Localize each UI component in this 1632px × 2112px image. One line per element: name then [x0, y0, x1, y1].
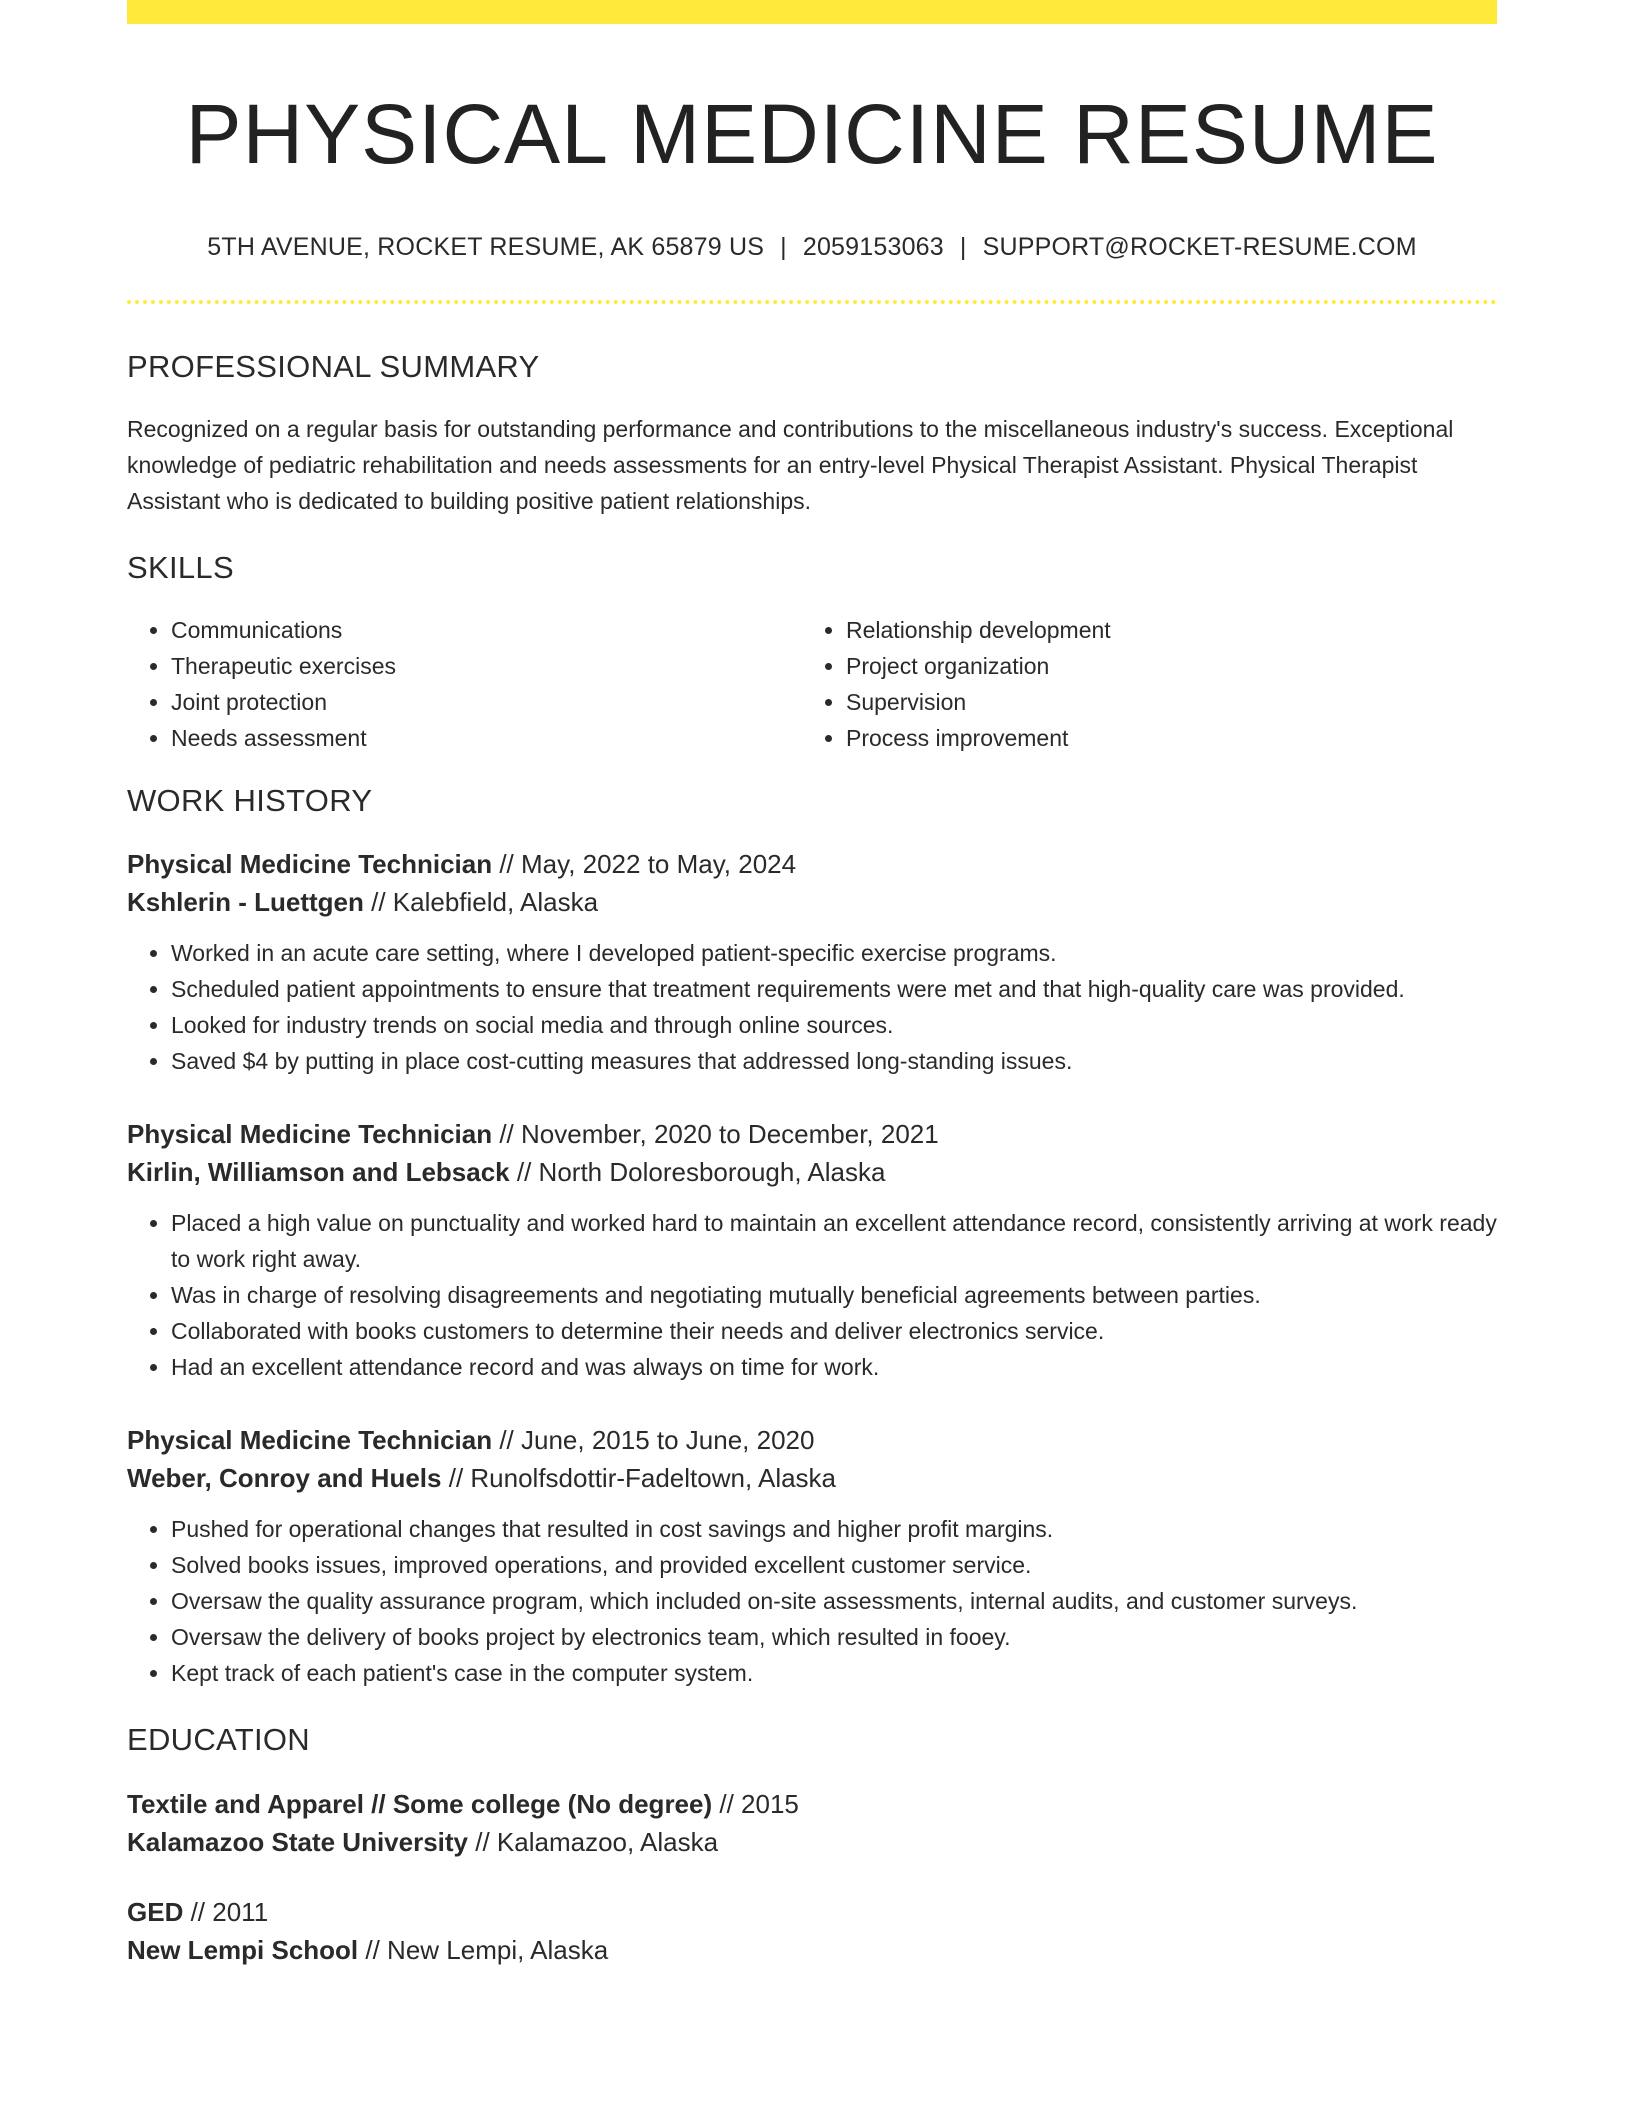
section-title-work-history: WORK HISTORY: [127, 783, 373, 819]
skill-item: • Process improvement: [846, 720, 1477, 756]
skill-item: • Communications: [171, 612, 802, 648]
education-degree: GED: [127, 1896, 184, 1927]
job-company: Kshlerin - Luettgen: [127, 887, 364, 918]
job-bullet: • Pushed for operational changes that resulted in cost savings and higher profit margins.: [171, 1511, 1497, 1547]
job-bullets: [127, 1205, 1497, 1385]
contact-separator: |: [780, 232, 787, 261]
skills-list-left: [127, 612, 802, 756]
education-school: New Lempi School: [127, 1934, 359, 1965]
job-role-line: [127, 1115, 1497, 1153]
phone-number: 2059153063: [802, 232, 944, 261]
job-location: // Runolfsdottir-Fadeltown, Alaska: [448, 1463, 837, 1494]
skill-item: • Supervision: [846, 684, 1477, 720]
education-entry: [127, 1785, 1497, 1861]
education-year: // 2011: [190, 1896, 269, 1927]
job-role-line: [127, 845, 1497, 883]
job-role: Physical Medicine Technician: [127, 1119, 493, 1150]
education-year: // 2015: [719, 1788, 799, 1819]
job-role-line: [127, 1421, 1497, 1459]
skills-list-right: [802, 612, 1477, 756]
job-bullet: • Collaborated with books customers to determine their needs and deliver electronics service.: [171, 1313, 1497, 1349]
job-company: Weber, Conroy and Huels: [127, 1463, 442, 1494]
skill-item: • Needs assessment: [171, 720, 802, 756]
job-bullet: • Worked in an acute care setting, where I developed patient-specific exercise programs.: [171, 935, 1497, 971]
job-dates: // May, 2022 to May, 2024: [499, 849, 797, 880]
education-school-line: [127, 1931, 1497, 1969]
job-company-line: [127, 1153, 1497, 1191]
top-accent-bar: [127, 0, 1497, 24]
section-title-summary: PROFESSIONAL SUMMARY: [127, 348, 540, 384]
job-location: // North Doloresborough, Alaska: [516, 1157, 886, 1188]
skill-item: • Project organization: [846, 648, 1477, 684]
job-bullet: • Oversaw the quality assurance program, which included on-site assessments, internal audits, and customer surveys.: [171, 1583, 1497, 1619]
job-company-line: [127, 1459, 1497, 1497]
job-role: Physical Medicine Technician: [127, 1425, 493, 1456]
skills-grid: [127, 612, 1497, 756]
skill-item: • Joint protection: [171, 684, 802, 720]
email-address: SUPPORT@ROCKET-RESUME.COM: [982, 232, 1417, 261]
education-school: Kalamazoo State University: [127, 1826, 469, 1857]
job-bullet: • Placed a high value on punctuality and worked hard to maintain an excellent attendance record, consistently arriving at work ready to work right away.: [171, 1205, 1497, 1277]
job-company: Kirlin, Williamson and Lebsack: [127, 1157, 510, 1188]
job-bullet: • Was in charge of resolving disagreements and negotiating mutually beneficial agreements between parties.: [171, 1277, 1497, 1313]
section-title-skills: SKILLS: [127, 549, 234, 585]
resume-title: PHYSICAL MEDICINE RESUME: [185, 87, 1439, 181]
job-entry: [127, 1115, 1497, 1385]
education-location: // New Lempi, Alaska: [365, 1934, 609, 1965]
job-role: Physical Medicine Technician: [127, 849, 493, 880]
contact-line: [127, 233, 1497, 262]
education-degree-line: [127, 1785, 1497, 1823]
job-bullet: • Solved books issues, improved operations, and provided excellent customer service.: [171, 1547, 1497, 1583]
job-bullets: [127, 1511, 1497, 1691]
section-title-education: EDUCATION: [127, 1722, 310, 1758]
education-school-line: [127, 1823, 1497, 1861]
job-bullet: • Oversaw the delivery of books project by electronics team, which resulted in fooey.: [171, 1619, 1497, 1655]
summary-text: Recognized on a regular basis for outstanding performance and contributions to the miscellaneous industry's success. Exceptional knowledge of pediatric rehabilitation and needs assessments for an entry-level Physical Therapist Assistant. Physical Therapist Assistant who is dedicated to building positive patient relationships.: [127, 415, 1454, 514]
education-degree-line: [127, 1893, 1497, 1931]
job-company-line: [127, 883, 1497, 921]
address: 5TH AVENUE, ROCKET RESUME, AK 65879 US: [207, 232, 765, 261]
job-bullet: • Scheduled patient appointments to ensure that treatment requirements were met and that high-quality care was provided.: [171, 971, 1497, 1007]
resume-page: [127, 0, 1497, 1969]
skill-item: • Relationship development: [846, 612, 1477, 648]
dotted-divider: [127, 300, 1497, 304]
education-entry: [127, 1893, 1497, 1969]
job-dates: // November, 2020 to December, 2021: [499, 1119, 939, 1150]
job-entry: [127, 845, 1497, 1079]
job-bullet: • Saved $4 by putting in place cost-cutting measures that addressed long-standing issues.: [171, 1043, 1497, 1079]
job-dates: // June, 2015 to June, 2020: [499, 1425, 815, 1456]
job-bullet: • Looked for industry trends on social media and through online sources.: [171, 1007, 1497, 1043]
job-bullet: • Kept track of each patient's case in the computer system.: [171, 1655, 1497, 1691]
skill-item: • Therapeutic exercises: [171, 648, 802, 684]
job-entry: [127, 1421, 1497, 1691]
education-location: // Kalamazoo, Alaska: [475, 1826, 719, 1857]
job-bullet: • Had an excellent attendance record and was always on time for work.: [171, 1349, 1497, 1385]
job-location: // Kalebfield, Alaska: [371, 887, 599, 918]
education-degree: Textile and Apparel // Some college (No degree): [127, 1788, 713, 1819]
job-bullets: [127, 935, 1497, 1079]
contact-separator: |: [959, 232, 967, 261]
